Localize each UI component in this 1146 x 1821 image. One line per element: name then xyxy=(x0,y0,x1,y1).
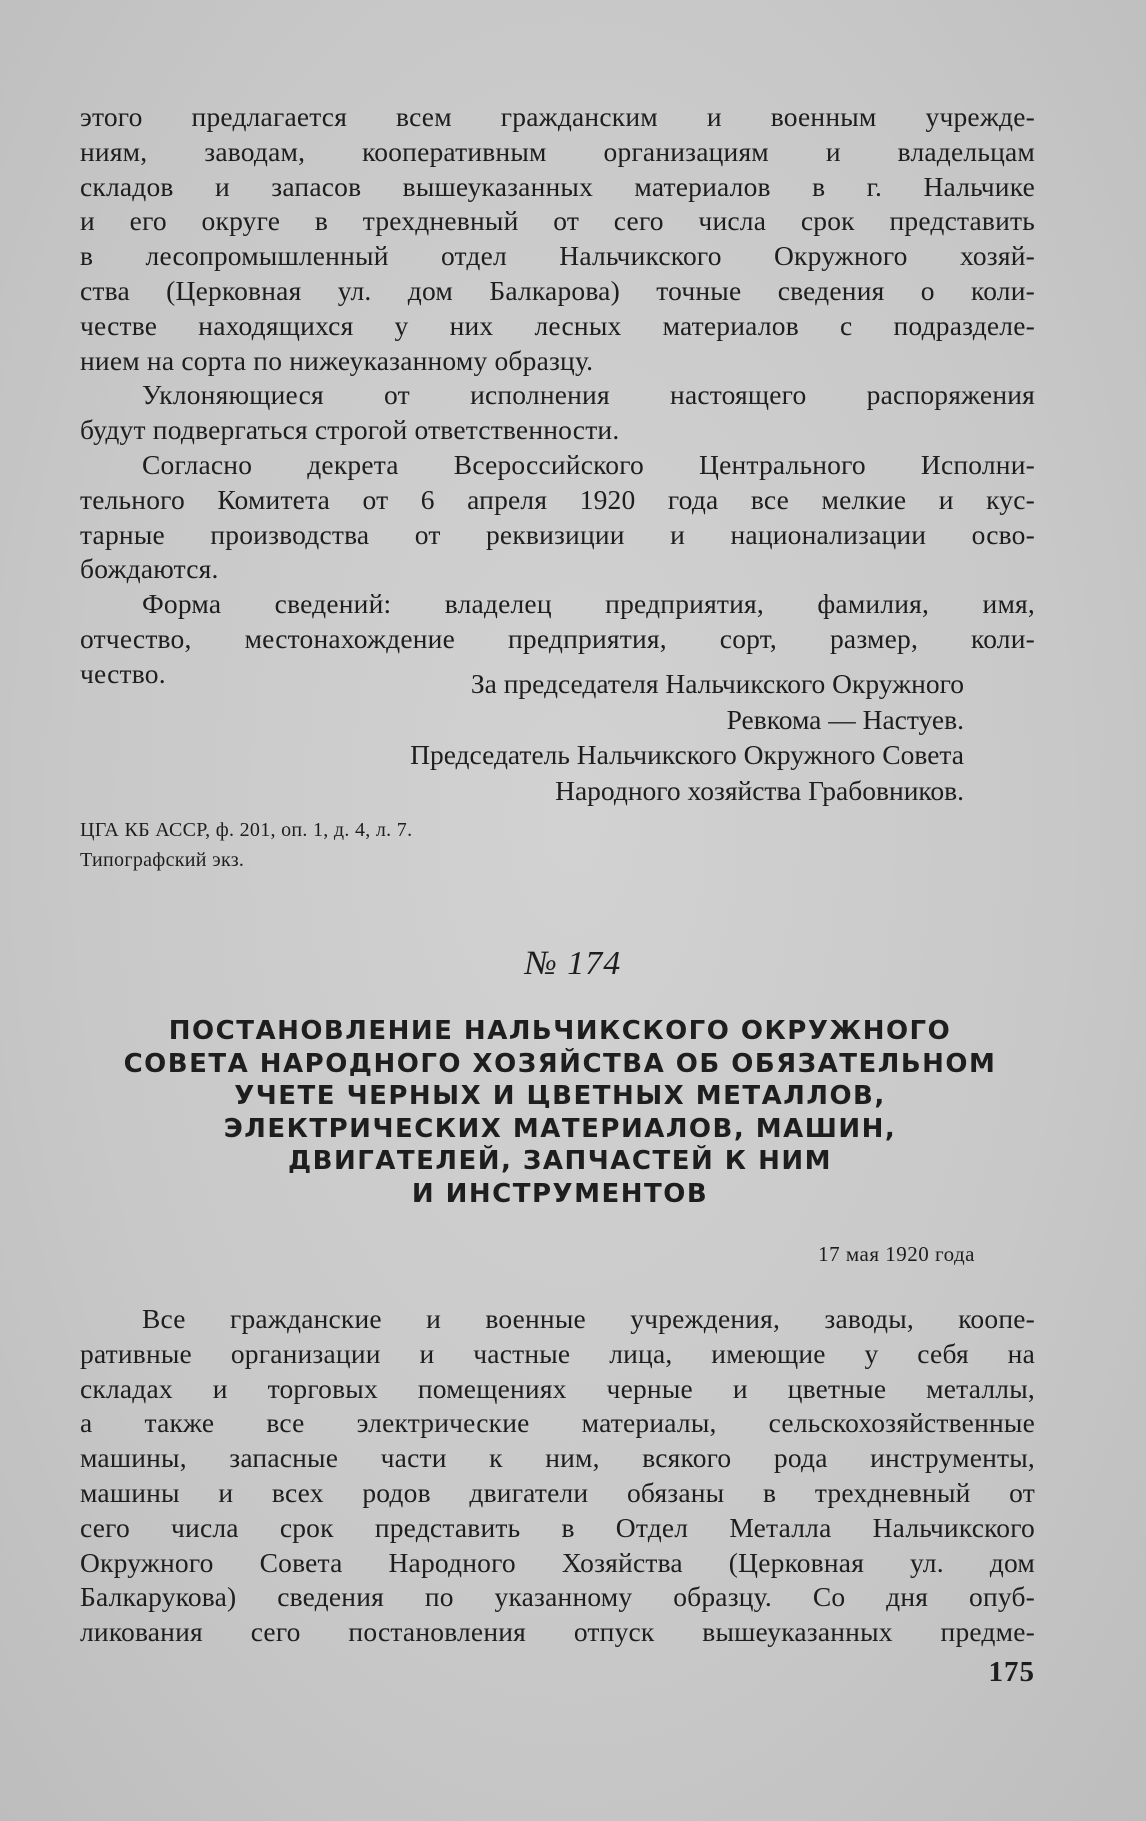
text-line: сего числа срок представить в Отдел Металла Нальчикского xyxy=(80,1511,1035,1543)
text-line: ниям, заводам, кооперативным организациям и владельцам xyxy=(80,135,1035,167)
text-line: Согласно декрета Всероссийского Центрального Исполни- xyxy=(142,448,1035,480)
text-line: и его округе в трехдневный от сего числа срок представить xyxy=(80,205,1035,237)
paragraph-intro xyxy=(80,100,1035,378)
text-line: бождаются. xyxy=(80,553,219,585)
text-line: этого предлагается всем гражданским и военным учрежде- xyxy=(80,101,1035,132)
text-line: тельного Комитета от 6 апреля 1920 года все мелкие и кус- xyxy=(80,483,1035,515)
page-number: 175 xyxy=(988,1656,1035,1688)
text-block-top xyxy=(80,100,1035,692)
text-line: Все гражданские и военные учреждения, заводы, коопе- xyxy=(142,1303,1035,1334)
text-line: ративные организации и частные лица, имеющие у себя на xyxy=(80,1337,1035,1369)
signature-line: Председатель Нальчикского Окружного Совета xyxy=(410,739,964,770)
document-number: № 174 xyxy=(524,945,622,982)
signature-line: Народного хозяйства Грабовников. xyxy=(555,774,964,806)
text-line: в лесопромышленный отдел Нальчикского Окружного хозяй- xyxy=(80,240,1035,272)
text-line: нием на сорта по нижеуказанному образцу. xyxy=(80,344,594,376)
title-line: И ИНСТРУМЕНТОВ xyxy=(411,1178,709,1209)
copy-type: Типографский экз. xyxy=(80,849,245,871)
text-line: Уклоняющиеся от исполнения настоящего распоряжения xyxy=(142,379,1035,411)
title-line: УЧЕТЕ ЧЕРНЫХ И ЦВЕТНЫХ МЕТАЛЛОВ, xyxy=(234,1081,886,1111)
text-line: чество. xyxy=(80,657,166,689)
text-line: будут подвергаться строгой ответственности. xyxy=(80,414,620,446)
text-line: ства (Церковная ул. дом Балкарова) точные сведения о коли- xyxy=(80,274,1035,306)
signature-line: Ревкома — Настуев. xyxy=(726,703,964,735)
title-line: ПОСТАНОВЛЕНИЕ НАЛЬЧИКСКОГО ОКРУЖНОГО xyxy=(168,1016,952,1046)
document-date: 17 мая 1920 года xyxy=(818,1242,975,1266)
signature-line: За председателя Нальчикского Окружного xyxy=(470,668,964,699)
document-title xyxy=(60,1015,1060,1210)
text-line: складах и торговых помещениях черные и цветные металлы, xyxy=(80,1372,1035,1404)
text-line: честве находящихся у них лесных материалов с подразделе- xyxy=(80,309,1035,341)
paragraph-body xyxy=(80,1302,1035,1650)
paragraph-decree xyxy=(80,448,1035,587)
text-line: складов и запасов вышеуказанных материалов в г. Нальчике xyxy=(80,170,1035,202)
text-line: Балкарукова) сведения по указанному образцу. Со дня опуб- xyxy=(80,1581,1035,1613)
title-line: ДВИГАТЕЛЕЙ, ЗАПЧАСТЕЙ К НИМ xyxy=(287,1146,833,1176)
text-block-body xyxy=(80,1302,1035,1650)
archive-reference xyxy=(80,815,412,875)
text-line: а также все электрические материалы, сельскохозяйственные xyxy=(80,1407,1035,1439)
paragraph-penalty xyxy=(80,378,1035,448)
title-line: СОВЕТА НАРОДНОГО ХОЗЯЙСТВА ОБ ОБЯЗАТЕЛЬНОМ xyxy=(123,1048,997,1079)
text-line: машины и всех родов двигатели обязаны в трехдневный от xyxy=(80,1476,1035,1508)
text-line: Окружного Совета Народного Хозяйства (Церковная ул. дом xyxy=(80,1546,1035,1578)
archive-citation: ЦГА КБ АССР, ф. 201, оп. 1, д. 4, л. 7. xyxy=(80,819,413,841)
text-line: ликования сего постановления отпуск вышеуказанных предме- xyxy=(80,1616,1035,1648)
text-line: машины, запасные части к ним, всякого рода инструменты, xyxy=(80,1442,1035,1474)
text-line: Форма сведений: владелец предприятия, фамилия, имя, xyxy=(142,588,1035,620)
text-line: отчество, местонахождение предприятия, сорт, размер, коли- xyxy=(80,622,1035,654)
text-line: тарные производства от реквизиции и национализации осво- xyxy=(80,518,1035,550)
title-line: ЭЛЕКТРИЧЕСКИХ МАТЕРИАЛОВ, МАШИН, xyxy=(223,1113,897,1144)
signature-block xyxy=(80,666,964,808)
